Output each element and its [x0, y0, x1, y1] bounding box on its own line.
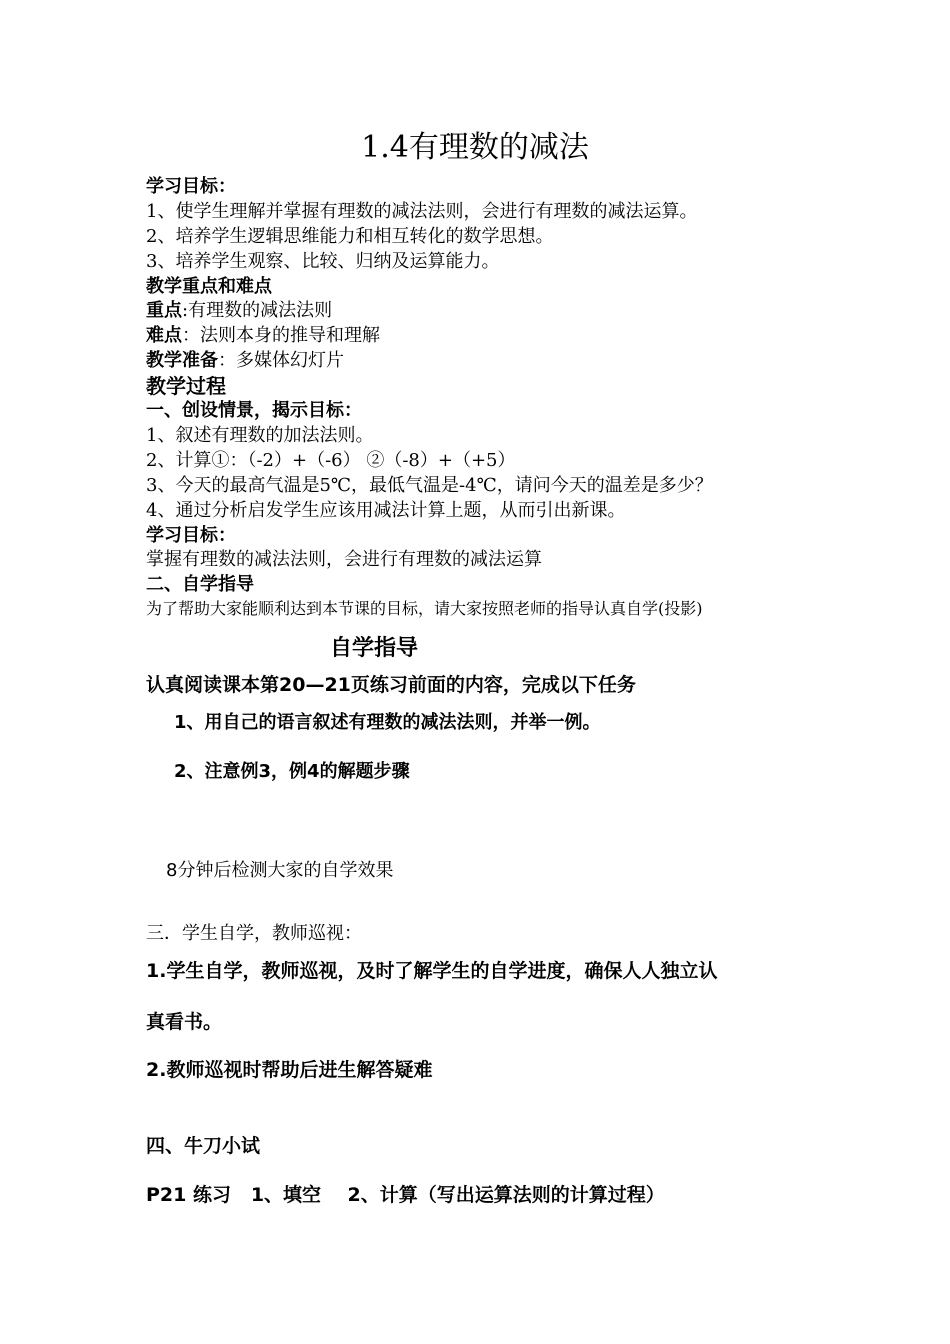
- section1-objective-heading: 学习目标：: [146, 525, 236, 546]
- section1-item: 1、叙述有理数的加法法则。: [146, 425, 374, 446]
- section1-objective-text: 掌握有理数的减法法则，会进行有理数的减法运算: [146, 549, 542, 570]
- focus-line: [146, 302, 332, 320]
- section1-item: 4、通过分析启发学生应该用减法计算上题，从而引出新课。: [146, 500, 626, 521]
- difficulty-label: 难点: [146, 325, 182, 346]
- objective-item: 1、使学生理解并掌握有理数的减法法则，会进行有理数的减法运算。: [146, 201, 698, 222]
- objectives-heading: 学习目标：: [146, 176, 236, 197]
- guide-heading: 自学指导: [330, 636, 419, 661]
- section1-heading: 一、创设情景，揭示目标：: [146, 400, 362, 421]
- key-points-heading: 教学重点和难点: [146, 276, 272, 297]
- focus-label: 重点: [146, 300, 182, 321]
- section2-heading: 二、自学指导: [146, 574, 254, 595]
- prep-line: [146, 352, 344, 370]
- focus-text: :有理数的减法法则: [182, 300, 333, 321]
- section2-intro: 为了帮助大家能顺利达到本节课的目标，请大家按照老师的指导认真自学(投影): [146, 599, 703, 618]
- section4-heading: 四、牛刀小试: [146, 1135, 261, 1157]
- section1-item: 3、今天的最高气温是5℃，最低气温是-4℃，请问今天的温差是多少？: [146, 475, 713, 496]
- guide-task: 1、用自己的语言叙述有理数的减法法则，并举一例。: [174, 712, 601, 733]
- difficulty-text: ：法则本身的推导和理解: [182, 325, 380, 346]
- guide-note: 8分钟后检测大家的自学效果: [166, 860, 394, 881]
- section3-heading: 三．学生自学，教师巡视：: [146, 923, 362, 944]
- section3-item1-line1: 1.学生自学，教师巡视，及时了解学生的自学进度，确保人人独立认: [146, 960, 718, 982]
- objective-item: 2、培养学生逻辑思维能力和相互转化的数学思想。: [146, 226, 554, 247]
- prep-label: 教学准备: [146, 350, 218, 371]
- section3-item2: 2.教师巡视时帮助后进生解答疑难: [146, 1059, 433, 1081]
- section4-exercise: P21 练习 1、填空 2、计算（写出运算法则的计算过程）: [146, 1184, 665, 1206]
- section3-item1-line2: 真看书。: [146, 1011, 223, 1033]
- prep-text: ：多媒体幻灯片: [218, 350, 344, 371]
- process-heading: 教学过程: [146, 374, 226, 398]
- section1-item: 2、计算①：（-2）+（-6） ②（-8）+（+5）: [146, 450, 516, 471]
- document-title: 1.4有理数的减法: [361, 130, 589, 165]
- guide-task: 2、注意例3，例4的解题步骤: [174, 761, 410, 782]
- objective-item: 3、培养学生观察、比较、归纳及运算能力。: [146, 251, 500, 272]
- guide-instruction: 认真阅读课本第20—21页练习前面的内容，完成以下任务: [146, 674, 636, 696]
- difficulty-line: [146, 327, 380, 345]
